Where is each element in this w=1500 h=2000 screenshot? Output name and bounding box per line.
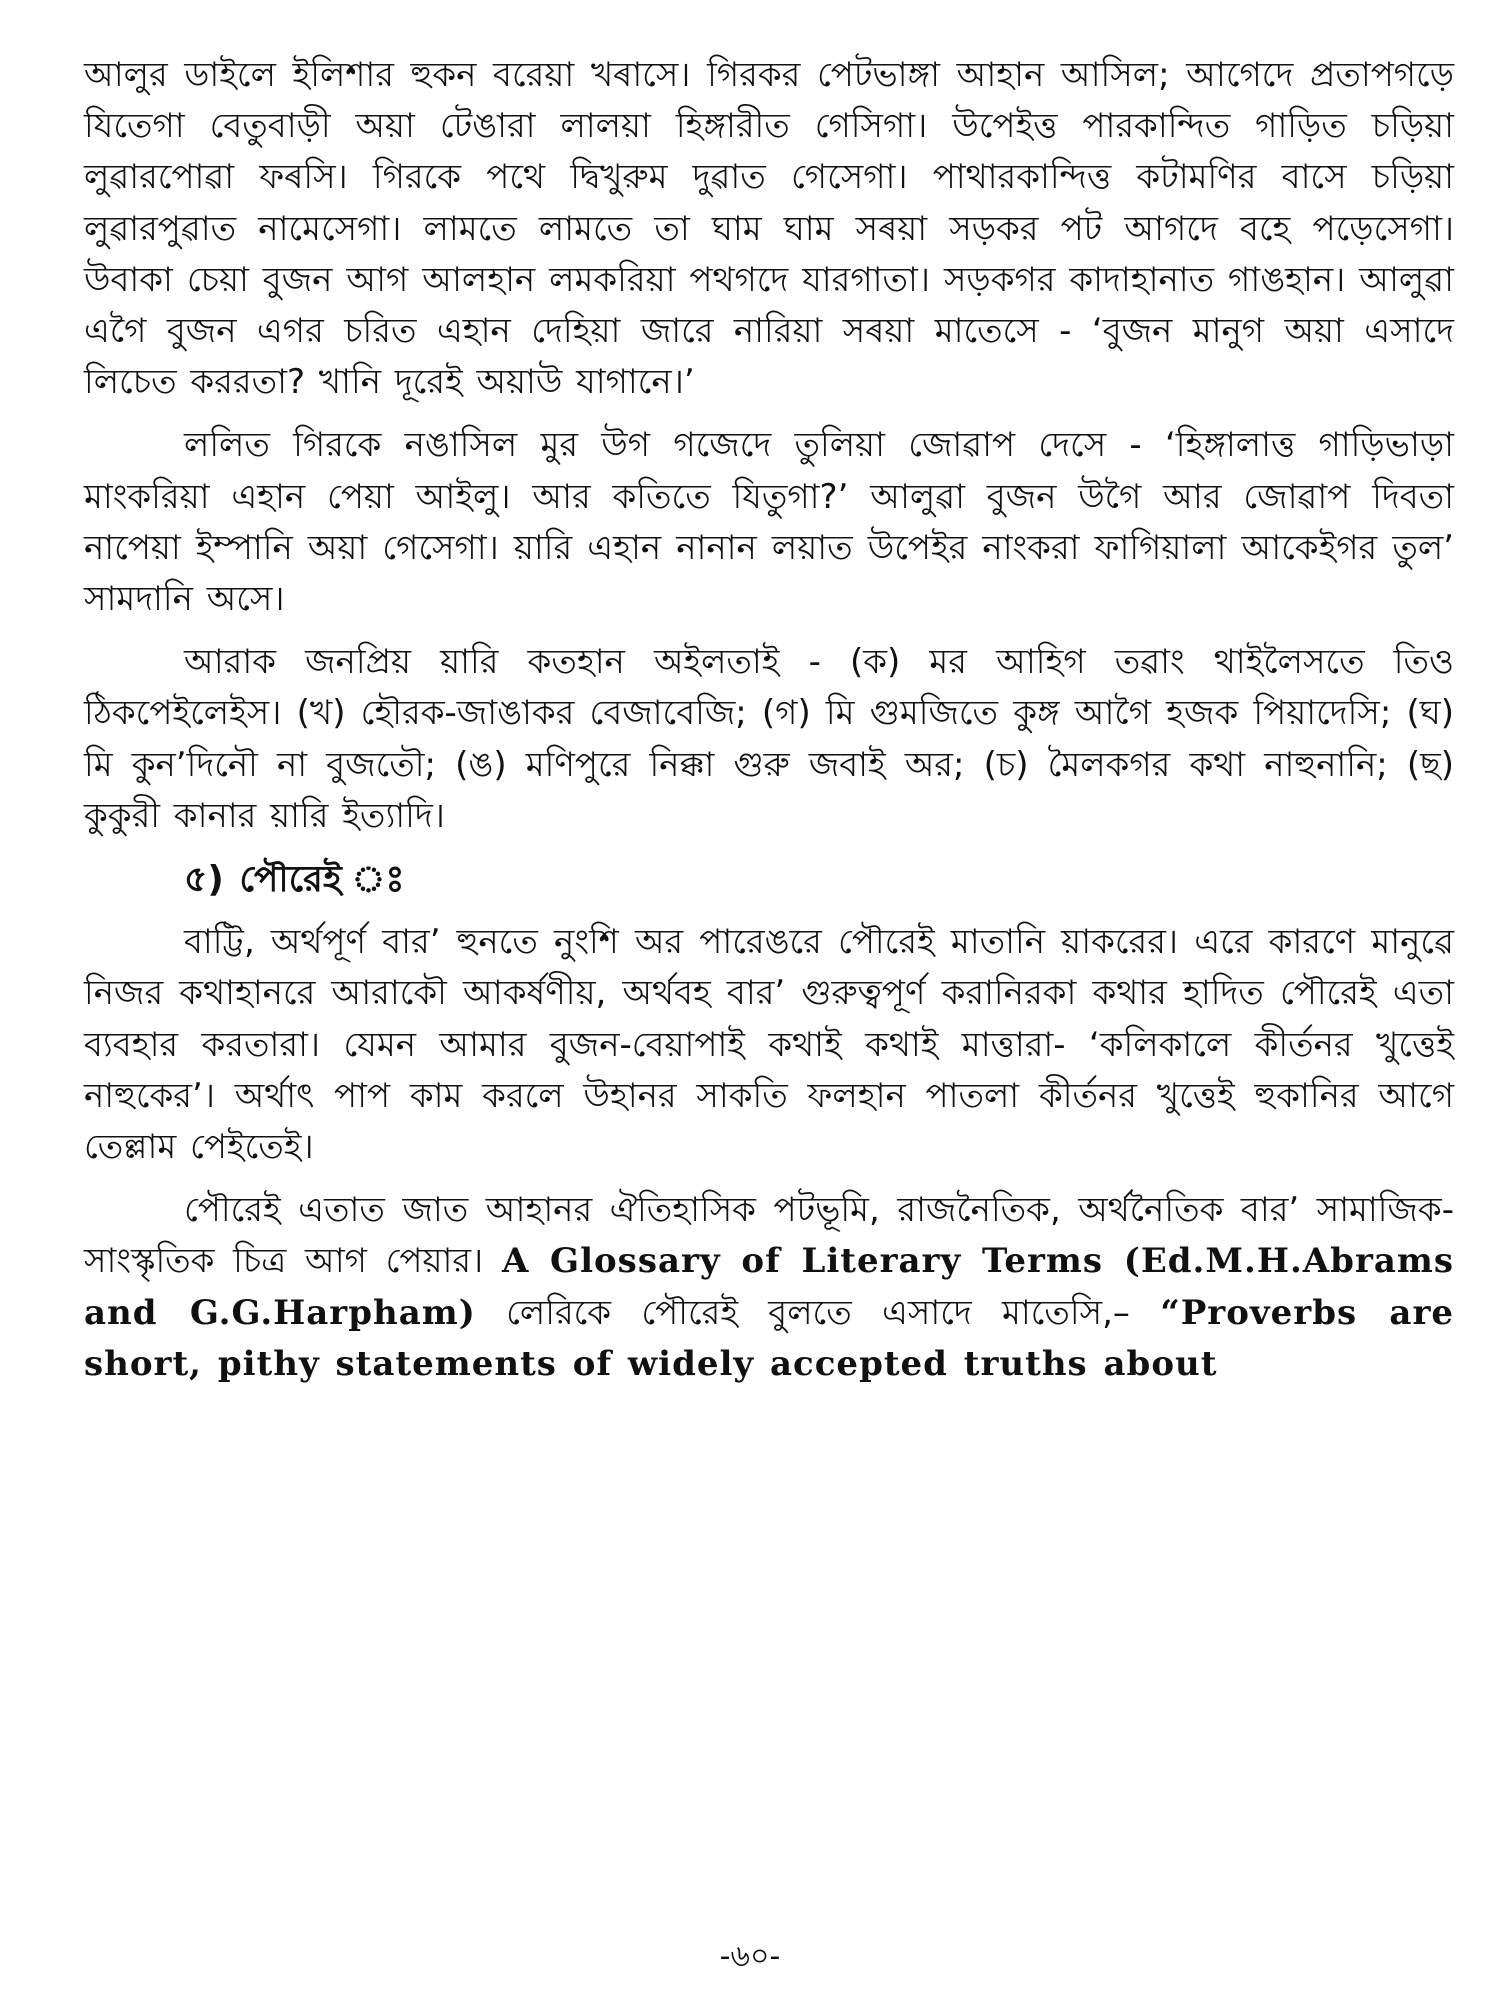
paragraph-2: ললিত গিরকে নঙাসিল মুর উগ গজেদে তুলিয়া জোৱাপ দেসে - ‘হিঙ্গালাত্ত গাড়িভাড়া মাংকরিয়া এহান পেয়া আইলু। আর কতিতে যিতুগা?’ আলুৱা বুজন উগৈ আর জোৱাপ দিবতা নাপেয়া ইম্পানি অয়া গেসেগা। য়ারি এহান নানান লয়াত উপেইর নাংকরা ফাগিয়ালা আকেইগর তুল’ সামদানি অসে। xyxy=(84,425,1454,620)
body-text xyxy=(84,50,1454,1390)
page-number: -৬০- xyxy=(719,1939,781,1974)
paragraph-5-text-c: লেরিকে পৌরেই বুলতে এসাদে মাতেসি,– xyxy=(475,1292,1161,1333)
glossary-citation: A Glossary of Literary Terms (Ed.M.H.Abrams and G.G.Harpham) xyxy=(84,1241,1455,1333)
paragraph-5 xyxy=(84,1185,1454,1390)
paragraph-5-text-a: পৌরেই এতাত জাত আহানর ঐতিহাসিক পটভূমি, রাজনৈতিক, অর্থনৈতিক বার’ সামাজিক-সাংস্কৃতিক চিত্র আগ পেয়ার। xyxy=(84,1190,1454,1282)
proverb-quote: “Proverbs are short, pithy statements of widely accepted truths about xyxy=(84,1292,1454,1384)
paragraph-1: আলুর ডাইলে ইলিশার হুকন বরেয়া খৰাসে। গিরকর পেটভাঙ্গা আহান আসিল; আগেদে প্রতাপগড়ে যিতেগা বেতুবাড়ী অয়া টেঙারা লালয়া হিঙ্গারীত গেসিগা। উপেইত্ত পারকান্দিত গাড়িত চড়িয়া লুৱারপোৱা ফৰসি। গিরকে পথে দ্বিখুরুম দুৱাত গেসেগা। পাথারকান্দিত্ত কটামণির বাসে চড়িয়া লুৱারপুৱাত নামেসেগা। লামতে লামতে তা ঘাম ঘাম সৰয়া সড়কর পট আগদে বহে পড়েসেগা। উবাকা চেয়া বুজন আগ আলহান লমকরিয়া পথগদে যারগাতা। সড়কগর কাদাহানাত গাঙহান। আলুৱা এগৈ বুজন এগর চরিত এহান দেহিয়া জারে নারিয়া সৰয়া মাতেসে - ‘বুজন মানুগ অয়া এসাদে লিচেত কররতা? খানি দূরেই অয়াউ যাগানে।’ xyxy=(84,55,1454,403)
section-heading: ৫) পৌরেই ঃ xyxy=(184,859,408,901)
paragraph-4: বাট্টি, অর্থপূর্ণ বার’ হুনতে নুংশি অর পারেঙরে পৌরেই মাতানি য়াকরের। এরে কারণে মানুৱে নিজর কথাহানরে আরাকৌ আকর্ষণীয়, অর্থবহ বার’ গুরুত্বপূর্ণ করানিরকা কথার হাদিত পৌরেই এতা ব্যবহার করতারা। যেমন আমার বুজন-বেয়াপাই কথাই কথাই মাত্তারা- ‘কলিকালে কীর্তনর খুত্তেই নাহুকের’। অর্থাৎ পাপ কাম করলে উহানর সাকতি ফলহান পাতলা কীর্তনর খুত্তেই হুকানির আগে তেল্লাম পেইতেই। xyxy=(84,922,1454,1168)
paragraph-3: আরাক জনপ্রিয় য়ারি কতহান অইলতাই - (ক) মর আহিগ তৱাং থাইলৈসতে তিও ঠিকপেইলেইস। (খ) হৌরক-জাঙাকর বেজাবেজি; (গ) মি গুমজিতে কুঙ্গ আগৈ হজক পিয়াদেসি; (ঘ) মি কুন’দিনৌ না বুজতৌ; (ঙ) মণিপুরে নিক্কা গুরু জবাই অর; (চ) মৈলকগর কথা নাহুনানি; (ছ) কুকুরী কানার য়ারি ইত্যাদি। xyxy=(84,642,1454,836)
